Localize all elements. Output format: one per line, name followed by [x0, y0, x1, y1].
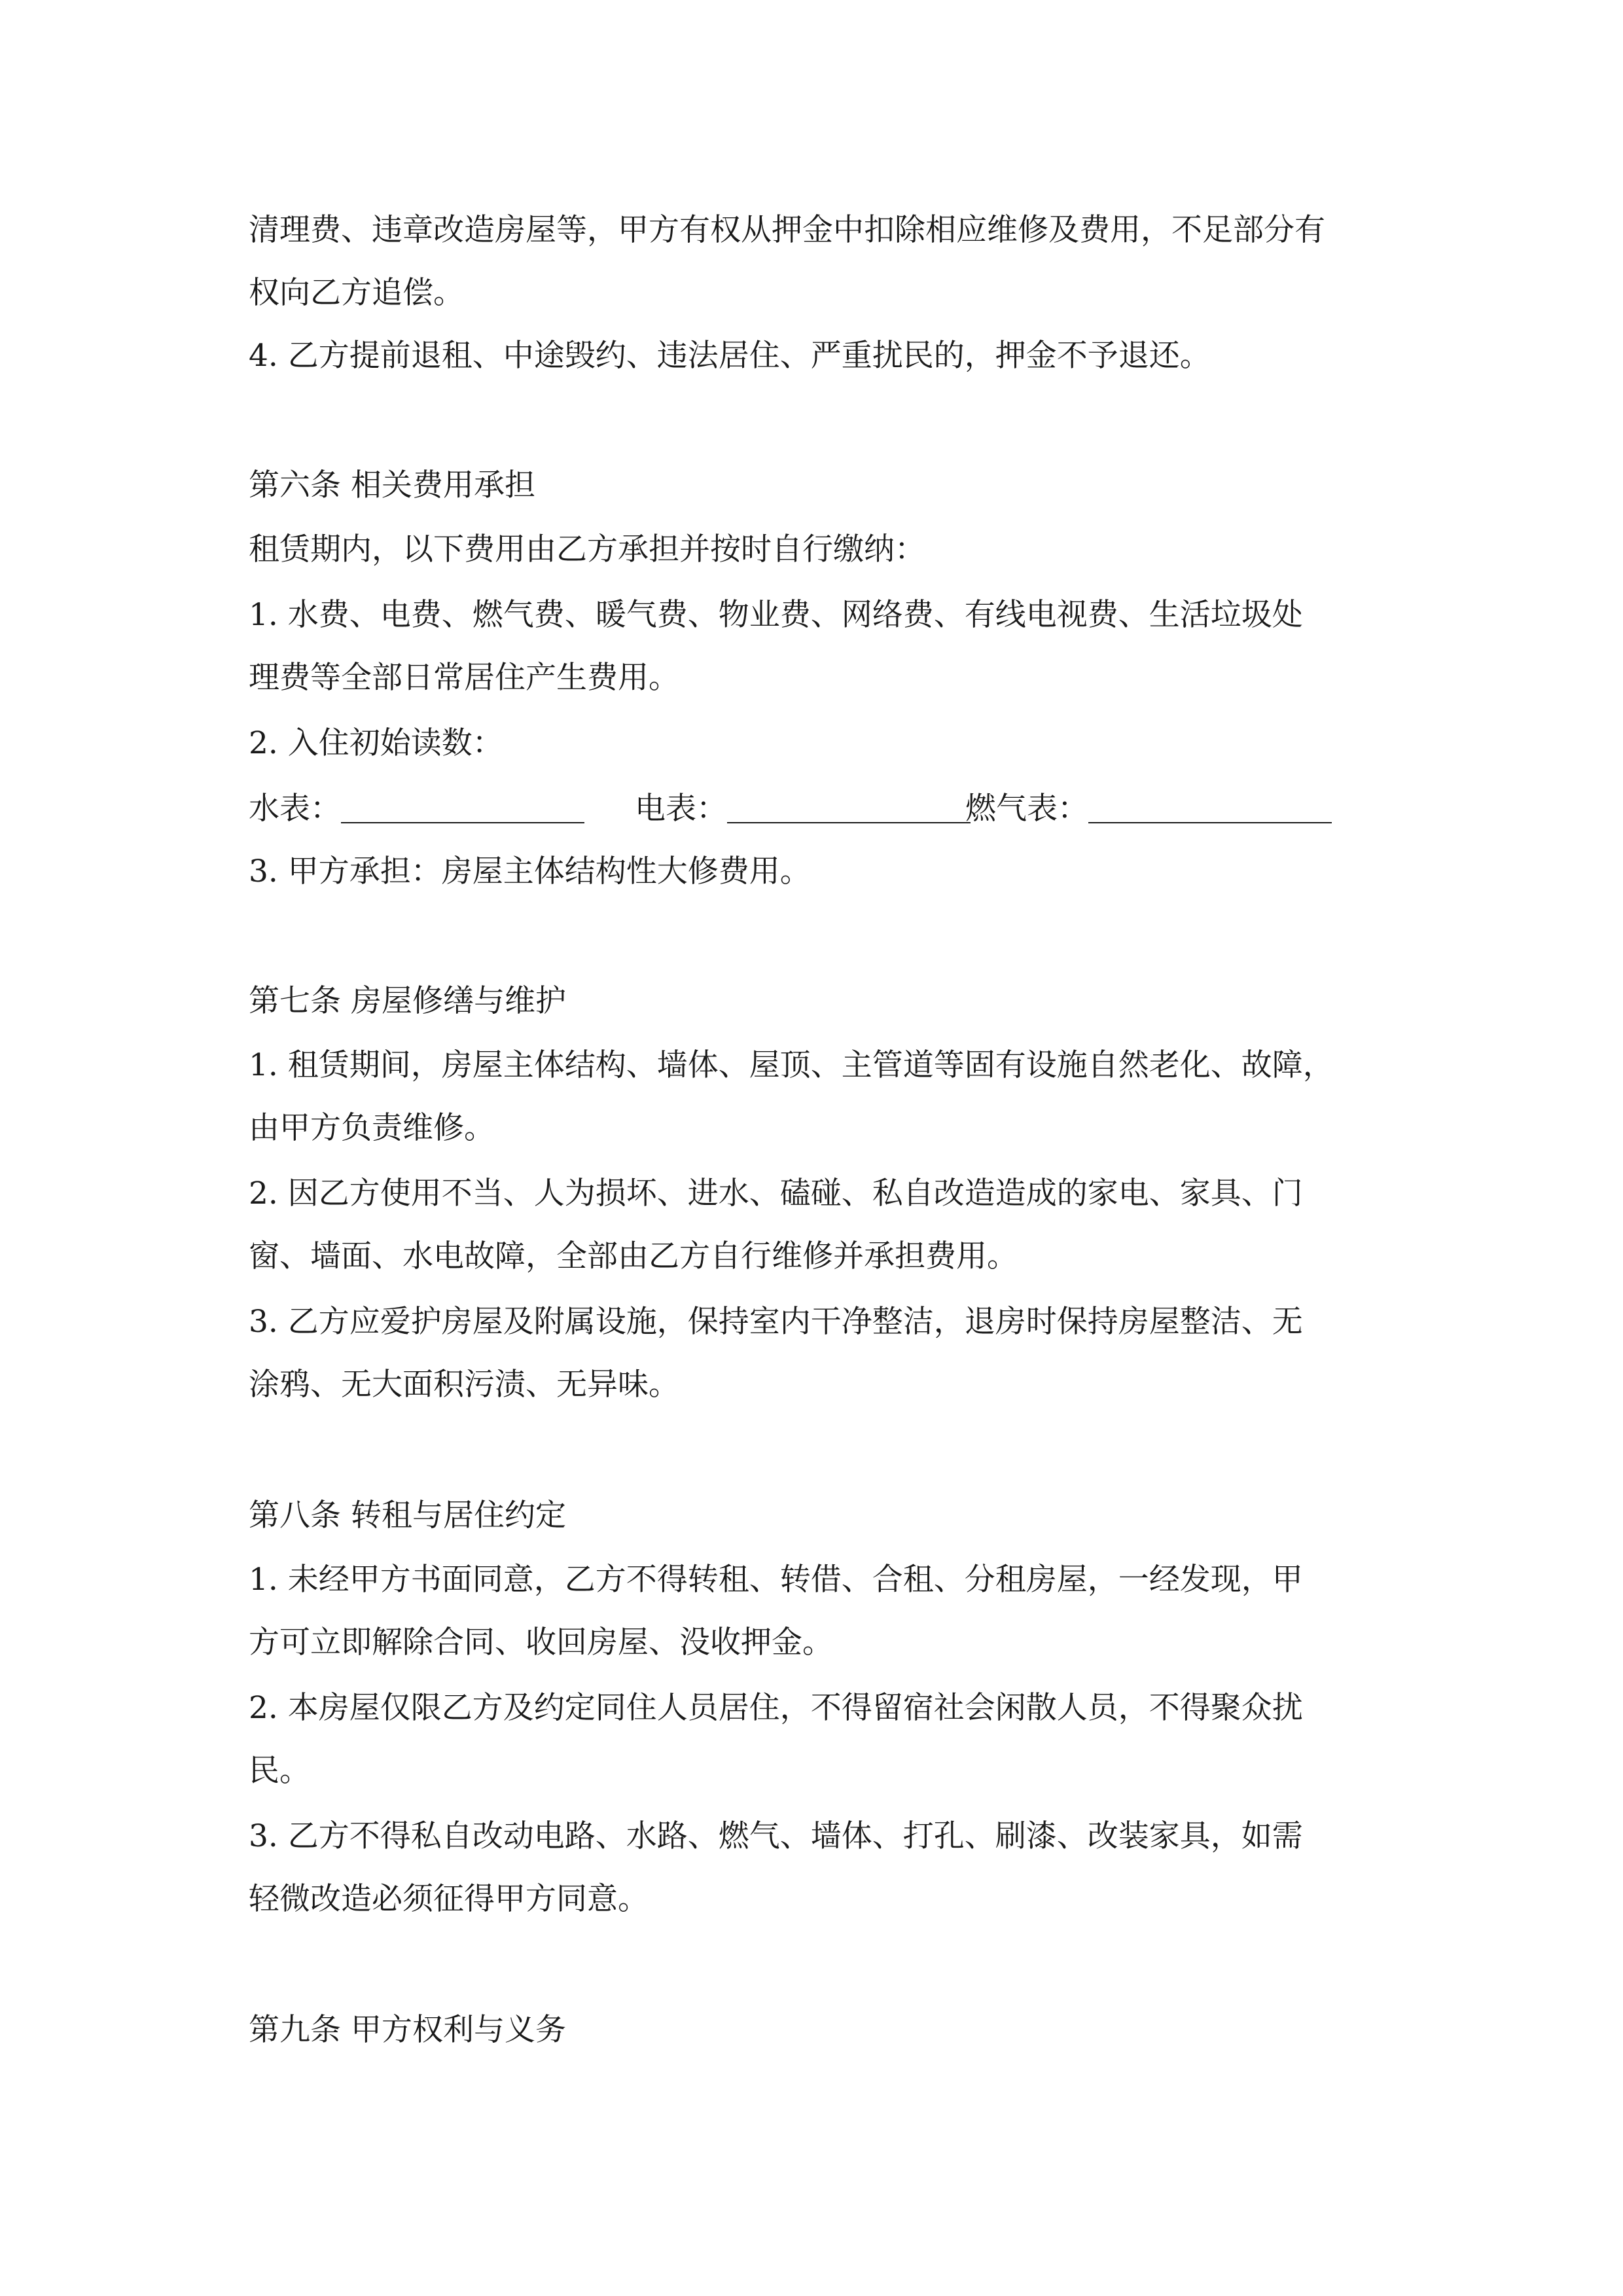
paragraph-line: 轻微改造必须征得甲方同意。 [249, 1881, 649, 1917]
paragraph-line: 窗、墙面、水电故障，全部由乙方自行维修并承担费用。 [249, 1238, 1018, 1274]
electric-meter-label: 电表： [635, 791, 727, 827]
paragraph-line: 清理费、违章改造房屋等，甲方有权从押金中扣除相应维修及费用，不足部分有 [249, 212, 1325, 248]
paragraph-line: 民。 [249, 1753, 310, 1789]
gas-meter-blank [1088, 789, 1332, 823]
paragraph-line: 理费等全部日常居住产生费用。 [249, 660, 679, 696]
paragraph-line: 4. 乙方提前退租、中途毁约、违法居住、严重扰民的，押金不予退还。 [249, 338, 1211, 374]
electric-meter-blank [727, 789, 971, 823]
paragraph-line: 租赁期内，以下费用由乙方承担并按时自行缴纳： [249, 531, 925, 567]
water-meter-label: 水表： [249, 791, 341, 827]
paragraph-line: 1. 未经甲方书面同意，乙方不得转租、转借、合租、分租房屋，一经发现，甲 [249, 1562, 1303, 1598]
gas-meter-field [965, 789, 1332, 829]
paragraph-line: 涂鸦、无大面积污渍、无异味。 [249, 1367, 679, 1403]
article-7-title: 第七条 房屋修缮与维护 [249, 983, 566, 1019]
paragraph-line: 1. 租赁期间，房屋主体结构、墙体、屋顶、主管道等固有设施自然老化、故障， [249, 1047, 1334, 1083]
paragraph-line: 2. 因乙方使用不当、人为损坏、进水、磕碰、私自改造造成的家电、家具、门 [249, 1175, 1303, 1211]
water-meter-blank [341, 789, 584, 823]
article-6-title: 第六条 相关费用承担 [249, 467, 535, 503]
article-9-title: 第九条 甲方权利与义务 [249, 2012, 566, 2048]
paragraph-line: 权向乙方追偿。 [249, 275, 464, 311]
paragraph-line: 方可立即解除合同、收回房屋、没收押金。 [249, 1624, 833, 1660]
paragraph-line: 3. 乙方应爱护房屋及附属设施，保持室内干净整洁，退房时保持房屋整洁、无 [249, 1304, 1303, 1340]
paragraph-line: 2. 本房屋仅限乙方及约定同住人员居住，不得留宿社会闲散人员，不得聚众扰 [249, 1690, 1303, 1726]
water-meter-field [249, 789, 584, 829]
gas-meter-label: 燃气表： [965, 791, 1088, 827]
electric-meter-field [635, 789, 971, 829]
paragraph-line: 3. 甲方承担：房屋主体结构性大修费用。 [249, 853, 811, 889]
paragraph-line: 2. 入住初始读数： [249, 725, 503, 761]
article-8-title: 第八条 转租与居住约定 [249, 1498, 566, 1534]
paragraph-line: 3. 乙方不得私自改动电路、水路、燃气、墙体、打孔、刷漆、改装家具，如需 [249, 1818, 1303, 1854]
paragraph-line: 由甲方负责维修。 [249, 1110, 495, 1146]
paragraph-line: 1. 水费、电费、燃气费、暖气费、物业费、网络费、有线电视费、生活垃圾处 [249, 597, 1303, 633]
